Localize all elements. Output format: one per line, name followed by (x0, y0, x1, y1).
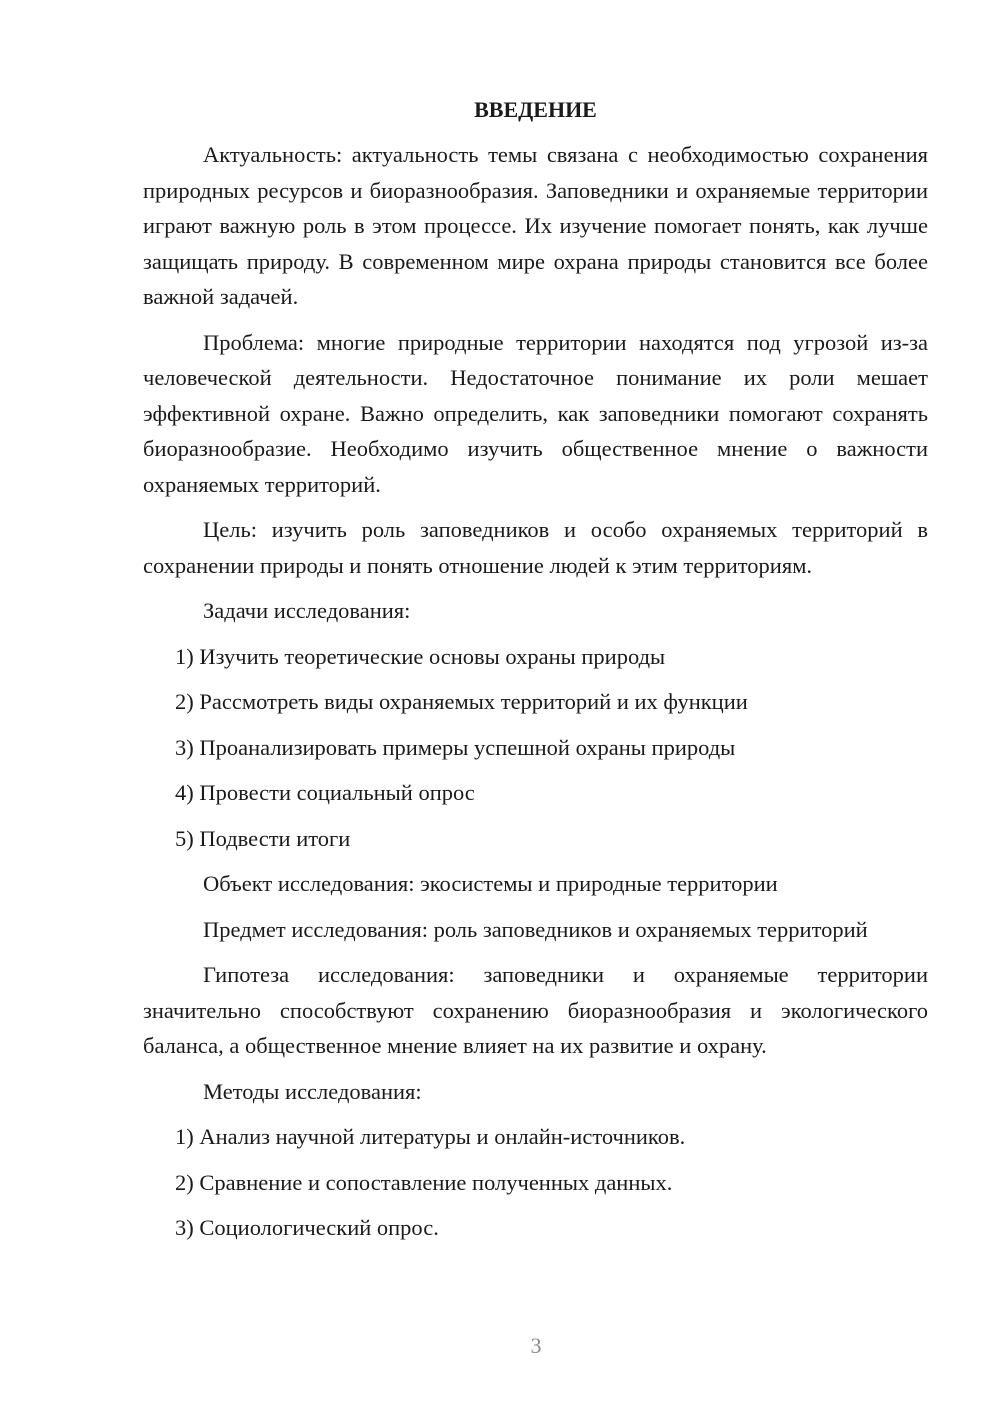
list-item: 5) Подвести итоги (175, 825, 351, 851)
list-item: 2) Рассмотреть виды охраняемых территорий и их функции (175, 689, 748, 714)
relevance-paragraph: Актуальность: актуальность темы связана с необходимостью сохранения природных ресурсов и биоразнообразия. Заповедники и охраняемые территории играют важную роль в этом процессе. Их изучение помогает понять, как лучше защищать природу. В современном мире охрана природы становится все более важной задачей. (143, 142, 928, 309)
page-title: ВВЕДЕНИЕ (474, 97, 597, 122)
methods-list (143, 1119, 928, 1246)
document-page (143, 92, 928, 1256)
list-item: 2) Сравнение и сопоставление полученных данных. (175, 1169, 673, 1195)
tasks-list (143, 639, 928, 857)
problem-paragraph: Проблема: многие природные территории находятся под угрозой из-за человеческой деятельности. Недостаточное понимание их роли мешает эффективной охране. Важно определить, как заповедники помогают сохранять биоразнообразие. Необходимо изучить общественное мнение о важности охраняемых территорий. (143, 329, 928, 497)
tasks-title: Задачи исследования: (203, 598, 411, 623)
list-item: 3) Проанализировать примеры успешной охраны природы (175, 734, 736, 760)
list-item: 1) Изучить теоретические основы охраны природы (175, 643, 666, 669)
list-item: 3) Социологический опрос. (175, 1215, 439, 1240)
object-paragraph: Объект исследования: экосистемы и природные территории (203, 871, 778, 896)
list-item: 1) Анализ научной литературы и онлайн-источников. (175, 1124, 686, 1149)
goal-paragraph: Цель: изучить роль заповедников и особо охраняемых территорий в сохранении природы и понять отношение людей к этим территориям. (143, 517, 928, 578)
list-item: 4) Провести социальный опрос (175, 780, 475, 805)
hypothesis-paragraph: Гипотеза исследования: заповедники и охраняемые территории значительно способствуют сохранению биоразнообразия и экологического баланса, а общественное мнение влияет на их развитие и охрану. (143, 962, 928, 1058)
page-number: 3 (530, 1333, 542, 1358)
subject-paragraph: Предмет исследования: роль заповедников и охраняемых территорий (203, 916, 868, 942)
methods-title: Методы исследования: (203, 1078, 422, 1104)
